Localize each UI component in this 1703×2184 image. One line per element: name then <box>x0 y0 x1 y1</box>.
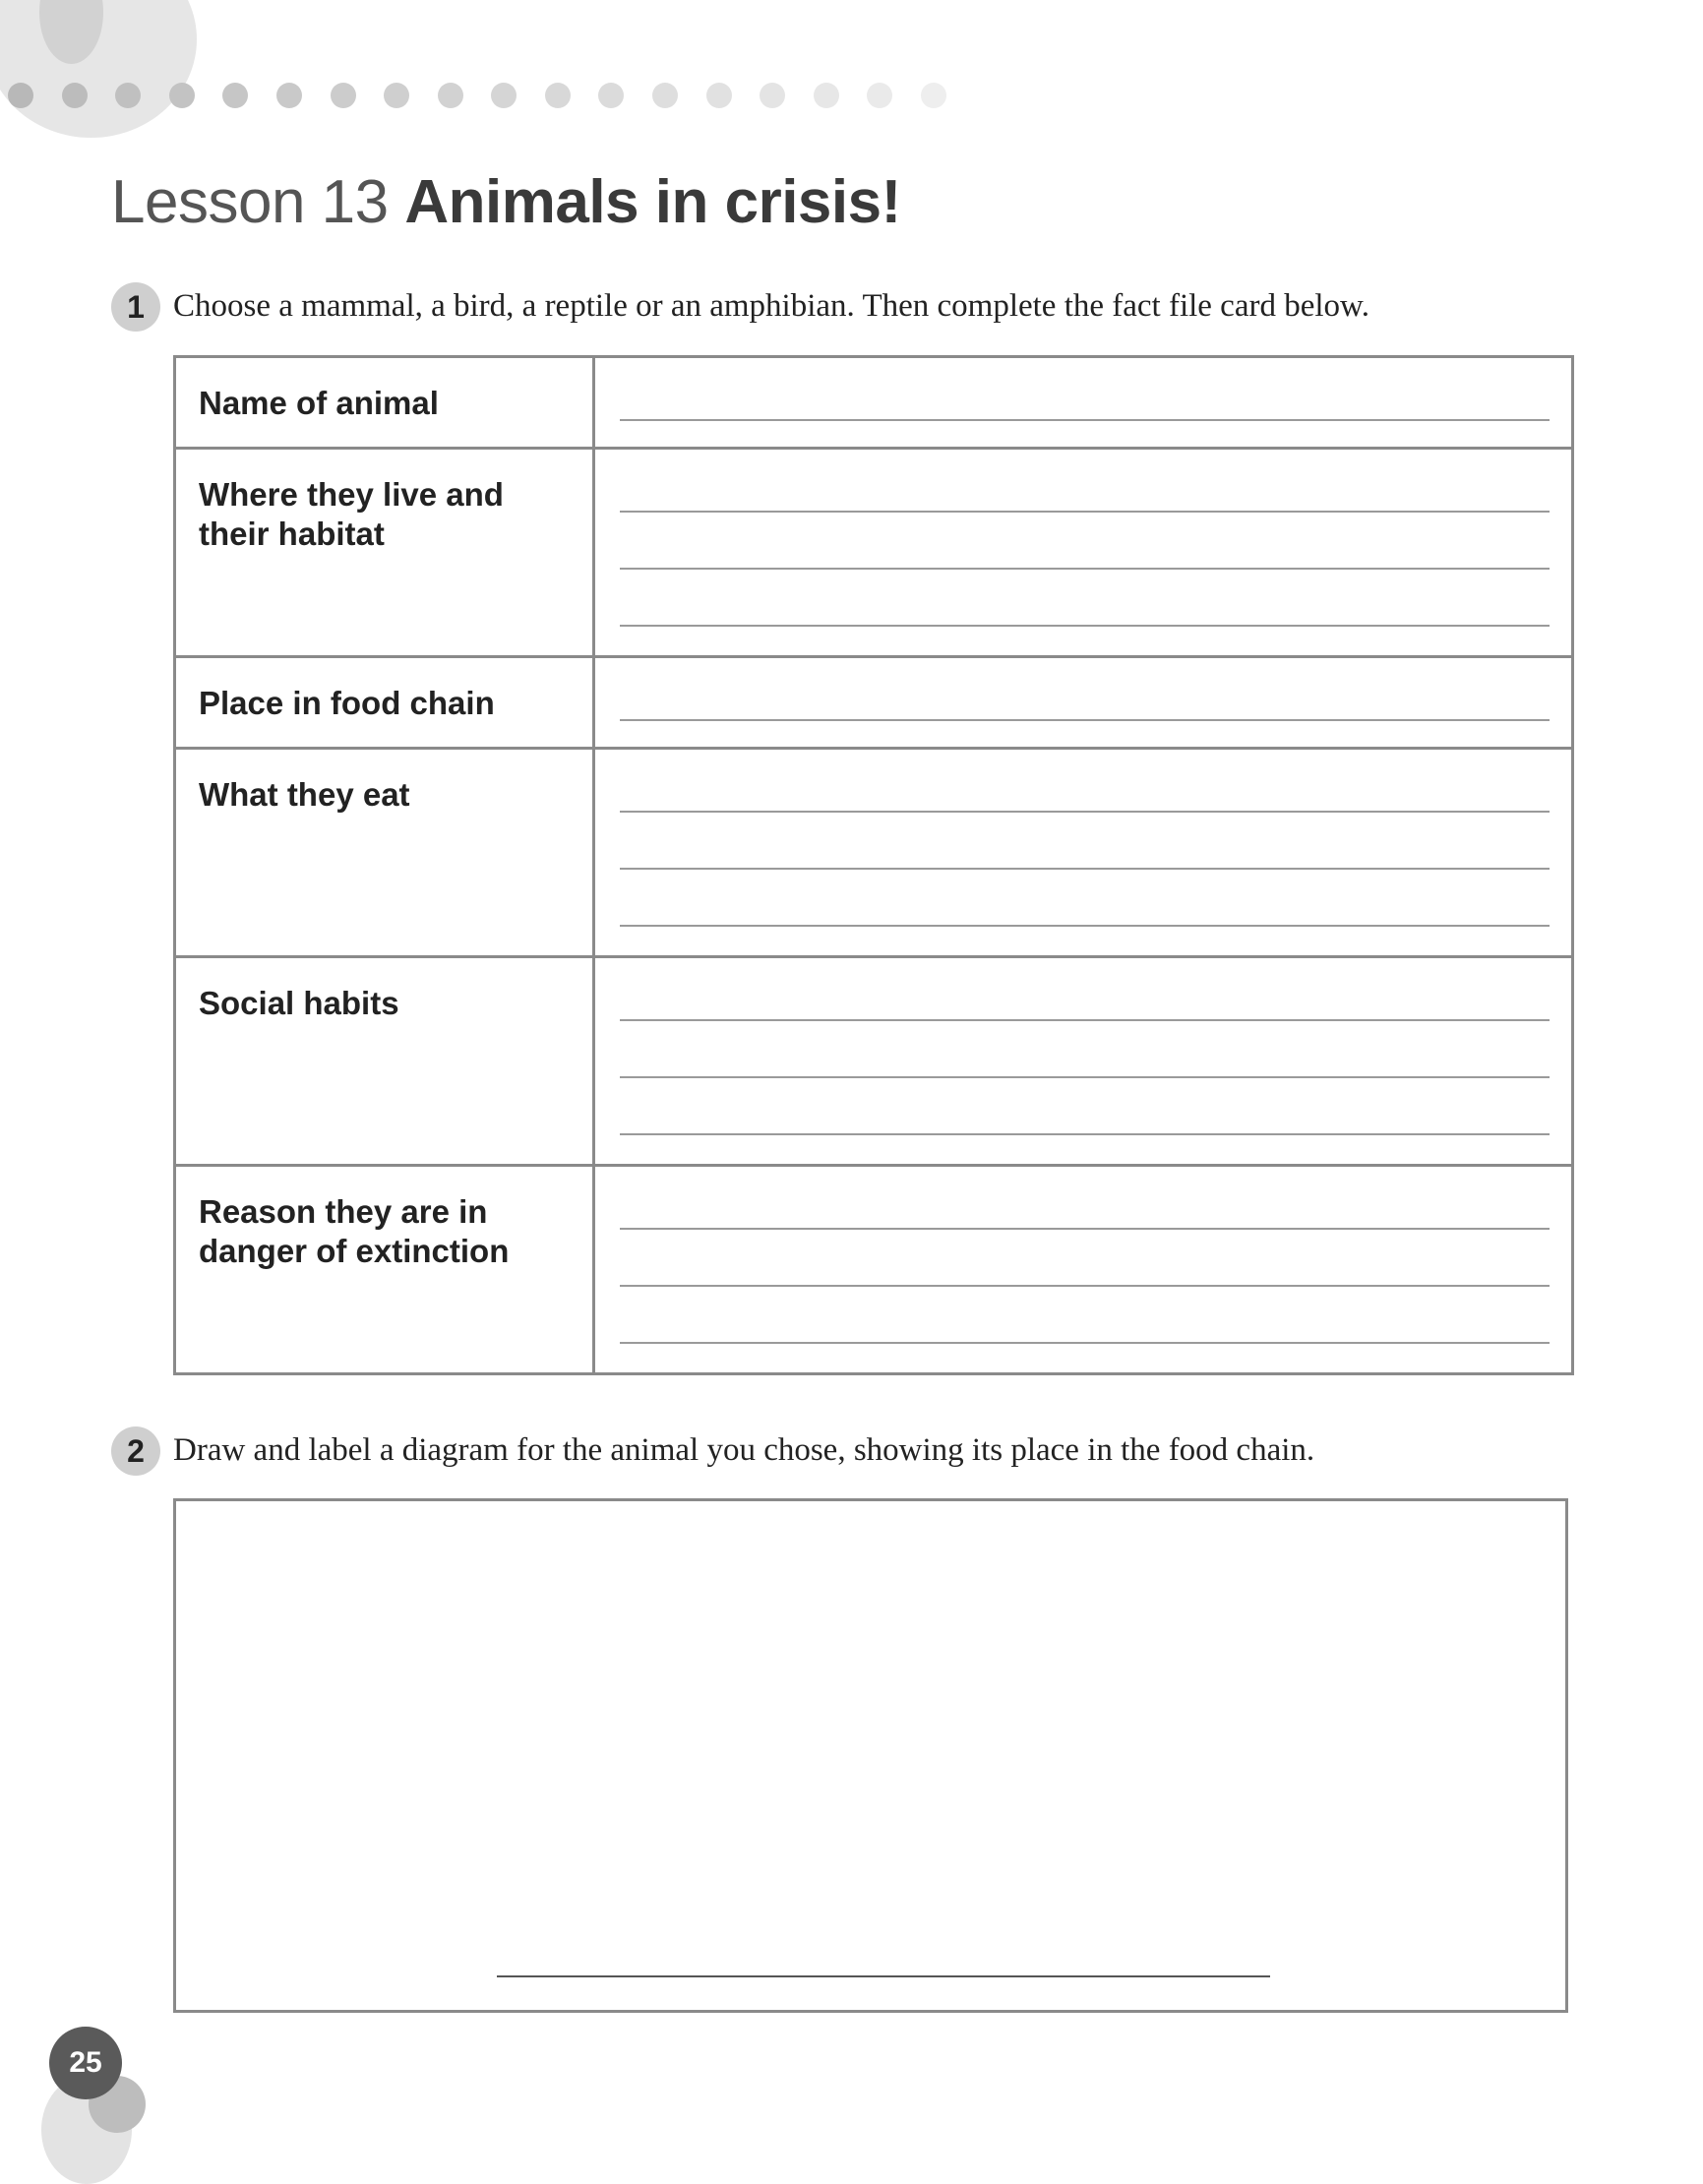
answer-area-social[interactable] <box>594 957 1573 1166</box>
question-2-number: 2 <box>111 1426 160 1476</box>
fact-file-card <box>173 355 1574 1375</box>
write-line[interactable] <box>620 419 1550 421</box>
fact-row-food-chain <box>175 657 1573 749</box>
answer-area-habitat[interactable] <box>594 449 1573 657</box>
page-number: 25 <box>49 2027 122 2099</box>
write-line[interactable] <box>620 1076 1550 1078</box>
write-line[interactable] <box>620 925 1550 927</box>
question-2-instruction: Draw and label a diagram for the animal you chose, showing its place in the food chain. <box>173 1432 1315 1468</box>
fact-row-diet <box>175 749 1573 957</box>
write-line[interactable] <box>620 1019 1550 1021</box>
write-line[interactable] <box>620 1285 1550 1287</box>
answer-area-extinction[interactable] <box>594 1166 1573 1374</box>
fact-label: What they eat <box>175 749 594 957</box>
page-title <box>111 167 901 237</box>
lesson-number: Lesson 13 <box>111 168 389 236</box>
fact-label: Where they live and their habitat <box>175 449 594 657</box>
write-line[interactable] <box>620 1342 1550 1344</box>
fact-label: Social habits <box>175 957 594 1166</box>
answer-area-name[interactable] <box>594 357 1573 449</box>
write-line[interactable] <box>620 568 1550 570</box>
fact-label: Name of animal <box>175 357 594 449</box>
caption-write-line[interactable] <box>497 1975 1270 1977</box>
write-line[interactable] <box>620 868 1550 870</box>
fact-row-habitat <box>175 449 1573 657</box>
fact-row-extinction <box>175 1166 1573 1374</box>
answer-area-diet[interactable] <box>594 749 1573 957</box>
fact-row-social <box>175 957 1573 1166</box>
write-line[interactable] <box>620 1133 1550 1135</box>
fact-label: Reason they are in danger of extinction <box>175 1166 594 1374</box>
drawing-area[interactable] <box>173 1498 1568 2013</box>
fact-row-name <box>175 357 1573 449</box>
write-line[interactable] <box>620 719 1550 721</box>
fact-label: Place in food chain <box>175 657 594 749</box>
question-1-instruction: Choose a mammal, a bird, a reptile or an amphibian. Then complete the fact file card below. <box>173 288 1369 324</box>
write-line[interactable] <box>620 625 1550 627</box>
answer-area-food-chain[interactable] <box>594 657 1573 749</box>
write-line[interactable] <box>620 1228 1550 1230</box>
lesson-topic: Animals in crisis! <box>404 168 901 236</box>
question-1-number: 1 <box>111 282 160 332</box>
write-line[interactable] <box>620 811 1550 813</box>
write-line[interactable] <box>620 511 1550 513</box>
